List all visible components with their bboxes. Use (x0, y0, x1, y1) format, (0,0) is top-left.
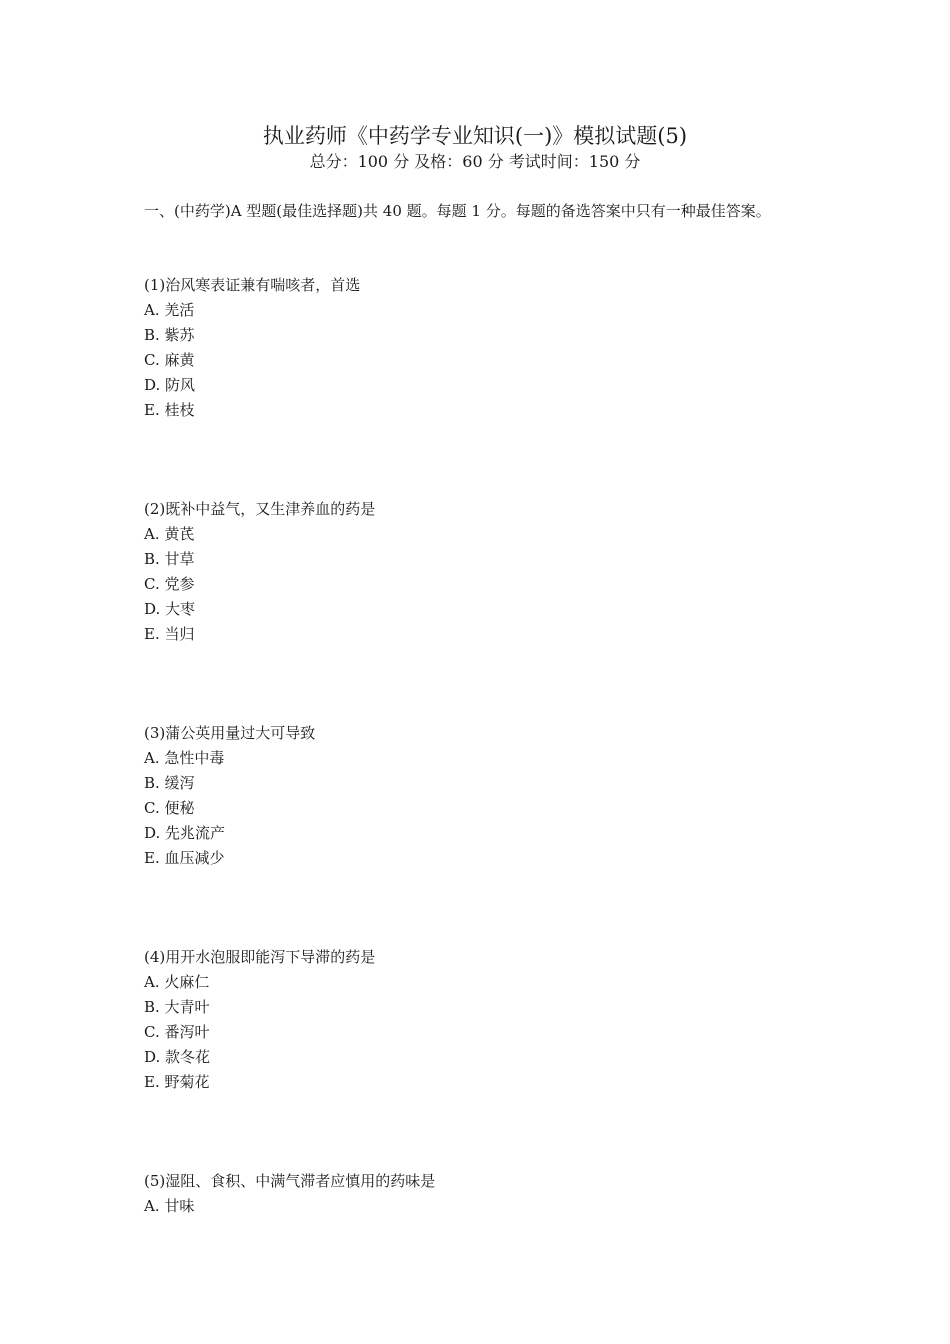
question-stem: (4)用开水泡服即能泻下导滞的药是 (144, 948, 376, 966)
option-c: C. 麻黄 (144, 351, 195, 369)
exam-info: 总分：100 分 及格：60 分 考试时间：150 分 (309, 152, 641, 171)
question-5 (144, 1169, 816, 1219)
question-stem: (5)湿阻、食积、中满气滞者应慎用的药味是 (144, 1172, 436, 1190)
question-1 (144, 273, 816, 423)
option-a: A. 黄芪 (144, 525, 195, 543)
option-e: E. 血压减少 (144, 849, 225, 867)
question-4 (144, 945, 816, 1095)
option-d: D. 大枣 (144, 600, 196, 618)
page-title: 执业药师《中药学专业知识(一)》模拟试题(5) (262, 124, 688, 148)
question-3 (144, 721, 816, 871)
option-d: D. 款冬花 (144, 1048, 211, 1066)
option-c: C. 党参 (144, 575, 195, 593)
option-d: D. 防风 (144, 376, 196, 394)
question-2 (144, 497, 816, 647)
option-b: B. 缓泻 (144, 774, 195, 792)
option-a: A. 甘味 (144, 1197, 195, 1215)
section-intro: 一、(中药学)A 型题(最佳选择题)共 40 题。每题 1 分。每题的备选答案中只有一种最佳答案。 (144, 202, 771, 220)
option-e: E. 桂枝 (144, 401, 195, 419)
option-c: C. 便秘 (144, 799, 195, 817)
option-a: A. 急性中毒 (144, 749, 225, 767)
question-stem: (3)蒲公英用量过大可导致 (144, 724, 316, 742)
option-d: D. 先兆流产 (144, 824, 226, 842)
option-e: E. 当归 (144, 625, 195, 643)
question-stem: (1)治风寒表证兼有喘咳者，首选 (144, 276, 361, 294)
option-b: B. 甘草 (144, 550, 195, 568)
option-b: B. 紫苏 (144, 326, 195, 344)
option-e: E. 野菊花 (144, 1073, 210, 1091)
option-a: A. 羌活 (144, 301, 195, 319)
option-a: A. 火麻仁 (144, 973, 210, 991)
option-c: C. 番泻叶 (144, 1023, 210, 1041)
question-stem: (2)既补中益气，又生津养血的药是 (144, 500, 376, 518)
option-b: B. 大青叶 (144, 998, 210, 1016)
